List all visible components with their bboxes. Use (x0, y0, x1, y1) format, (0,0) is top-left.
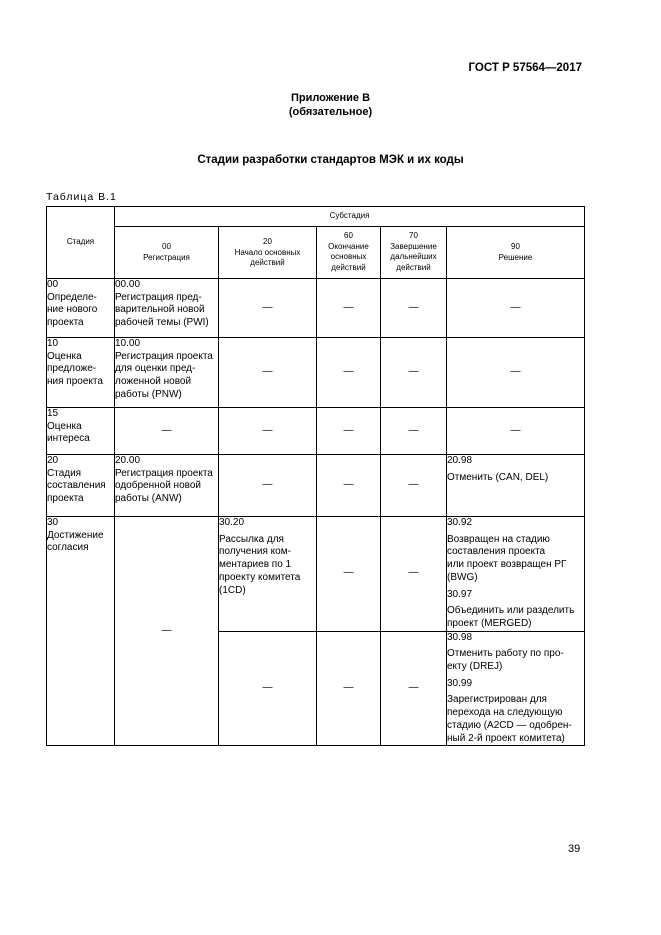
dash-cell: — (115, 408, 219, 455)
dash-cell: — (219, 408, 317, 455)
substage-cell: 30.92 Возвращен на стадию составления проекта или проект возвращен РГ (BWG) 30.97 Объединить или разделить проект (MERGED) (447, 517, 585, 632)
appendix-subtitle: (обязательное) (288, 106, 373, 118)
dash-cell: — (317, 455, 381, 517)
dash-cell: — (447, 279, 585, 338)
standard-designation: ГОСТ Р 57564—2017 (468, 62, 582, 74)
substage-codes-row (47, 227, 585, 279)
appendix-title: Приложение В (290, 92, 371, 104)
table-label: Таблица В.1 (46, 191, 117, 203)
table-row (47, 455, 585, 517)
dash-cell: — (219, 279, 317, 338)
dash-cell: — (381, 279, 447, 338)
dash-cell: — (219, 455, 317, 517)
dash-cell: — (317, 338, 381, 408)
dash-cell: — (447, 408, 585, 455)
substage-cell: 20.98 Отменить (CAN, DEL) (447, 455, 585, 517)
dash-cell: — (381, 631, 447, 746)
dash-cell: — (317, 408, 381, 455)
dash-cell: — (381, 517, 447, 632)
dash-cell: — (381, 338, 447, 408)
substage-cell: 20.00 Регистрация проекта одобренной новой работы (ANW) (115, 455, 219, 517)
dash-cell: — (447, 338, 585, 408)
stage-column-header: Стадия (47, 207, 115, 279)
dash-cell: — (317, 631, 381, 746)
substage-header-60: 60 Окончание основных действий (317, 227, 381, 279)
substage-cell: 30.20 Рассылка для получения ком- ментариев по 1 проекту комитета (1CD) (219, 517, 317, 632)
dash-cell: — (219, 631, 317, 746)
stage-cell: 00 Определе- ние нового проекта (47, 279, 115, 338)
dash-cell: — (317, 279, 381, 338)
table-row (47, 517, 585, 632)
stage-cell: 10 Оценка предложе- ния проекта (47, 338, 115, 408)
stage-cell: 20 Стадия составления проекта (47, 455, 115, 517)
dash-cell: — (381, 408, 447, 455)
substage-cell: 30.98 Отменить работу по про- екту (DREJ) 30.99 Зарегистрирован для перехода на следующую стадию (A2CD — одобрен- ный 2-й проект комитета) (447, 631, 585, 746)
substage-header-70: 70 Завершение дальнейших действий (381, 227, 447, 279)
stage-cell: 15 Оценка интереса (47, 408, 115, 455)
dash-cell: — (317, 517, 381, 632)
dash-cell: — (115, 517, 219, 746)
table-row (47, 279, 585, 338)
substage-header-20: 20 Начало основных действий (219, 227, 317, 279)
substage-header: Субстадия (115, 207, 585, 227)
document-title: Стадии разработки стандартов МЭК и их коды (197, 154, 464, 166)
stages-table (46, 206, 585, 746)
stage-cell: 30 Достижение согласия (47, 517, 115, 746)
page-number: 39 (568, 843, 581, 855)
dash-cell: — (381, 455, 447, 517)
substage-cell: 00.00 Регистрация пред- варительной новой рабочей темы (PWI) (115, 279, 219, 338)
substage-header-90: 90 Решение (447, 227, 585, 279)
dash-cell: — (219, 338, 317, 408)
substage-cell: 10.00 Регистрация проекта для оценки пред- ложенной новой работы (PNW) (115, 338, 219, 408)
table-row (47, 338, 585, 408)
appendix-heading (0, 91, 661, 119)
table-header-row (47, 207, 585, 227)
substage-header-00: 00 Регистрация (115, 227, 219, 279)
table-row (47, 408, 585, 455)
